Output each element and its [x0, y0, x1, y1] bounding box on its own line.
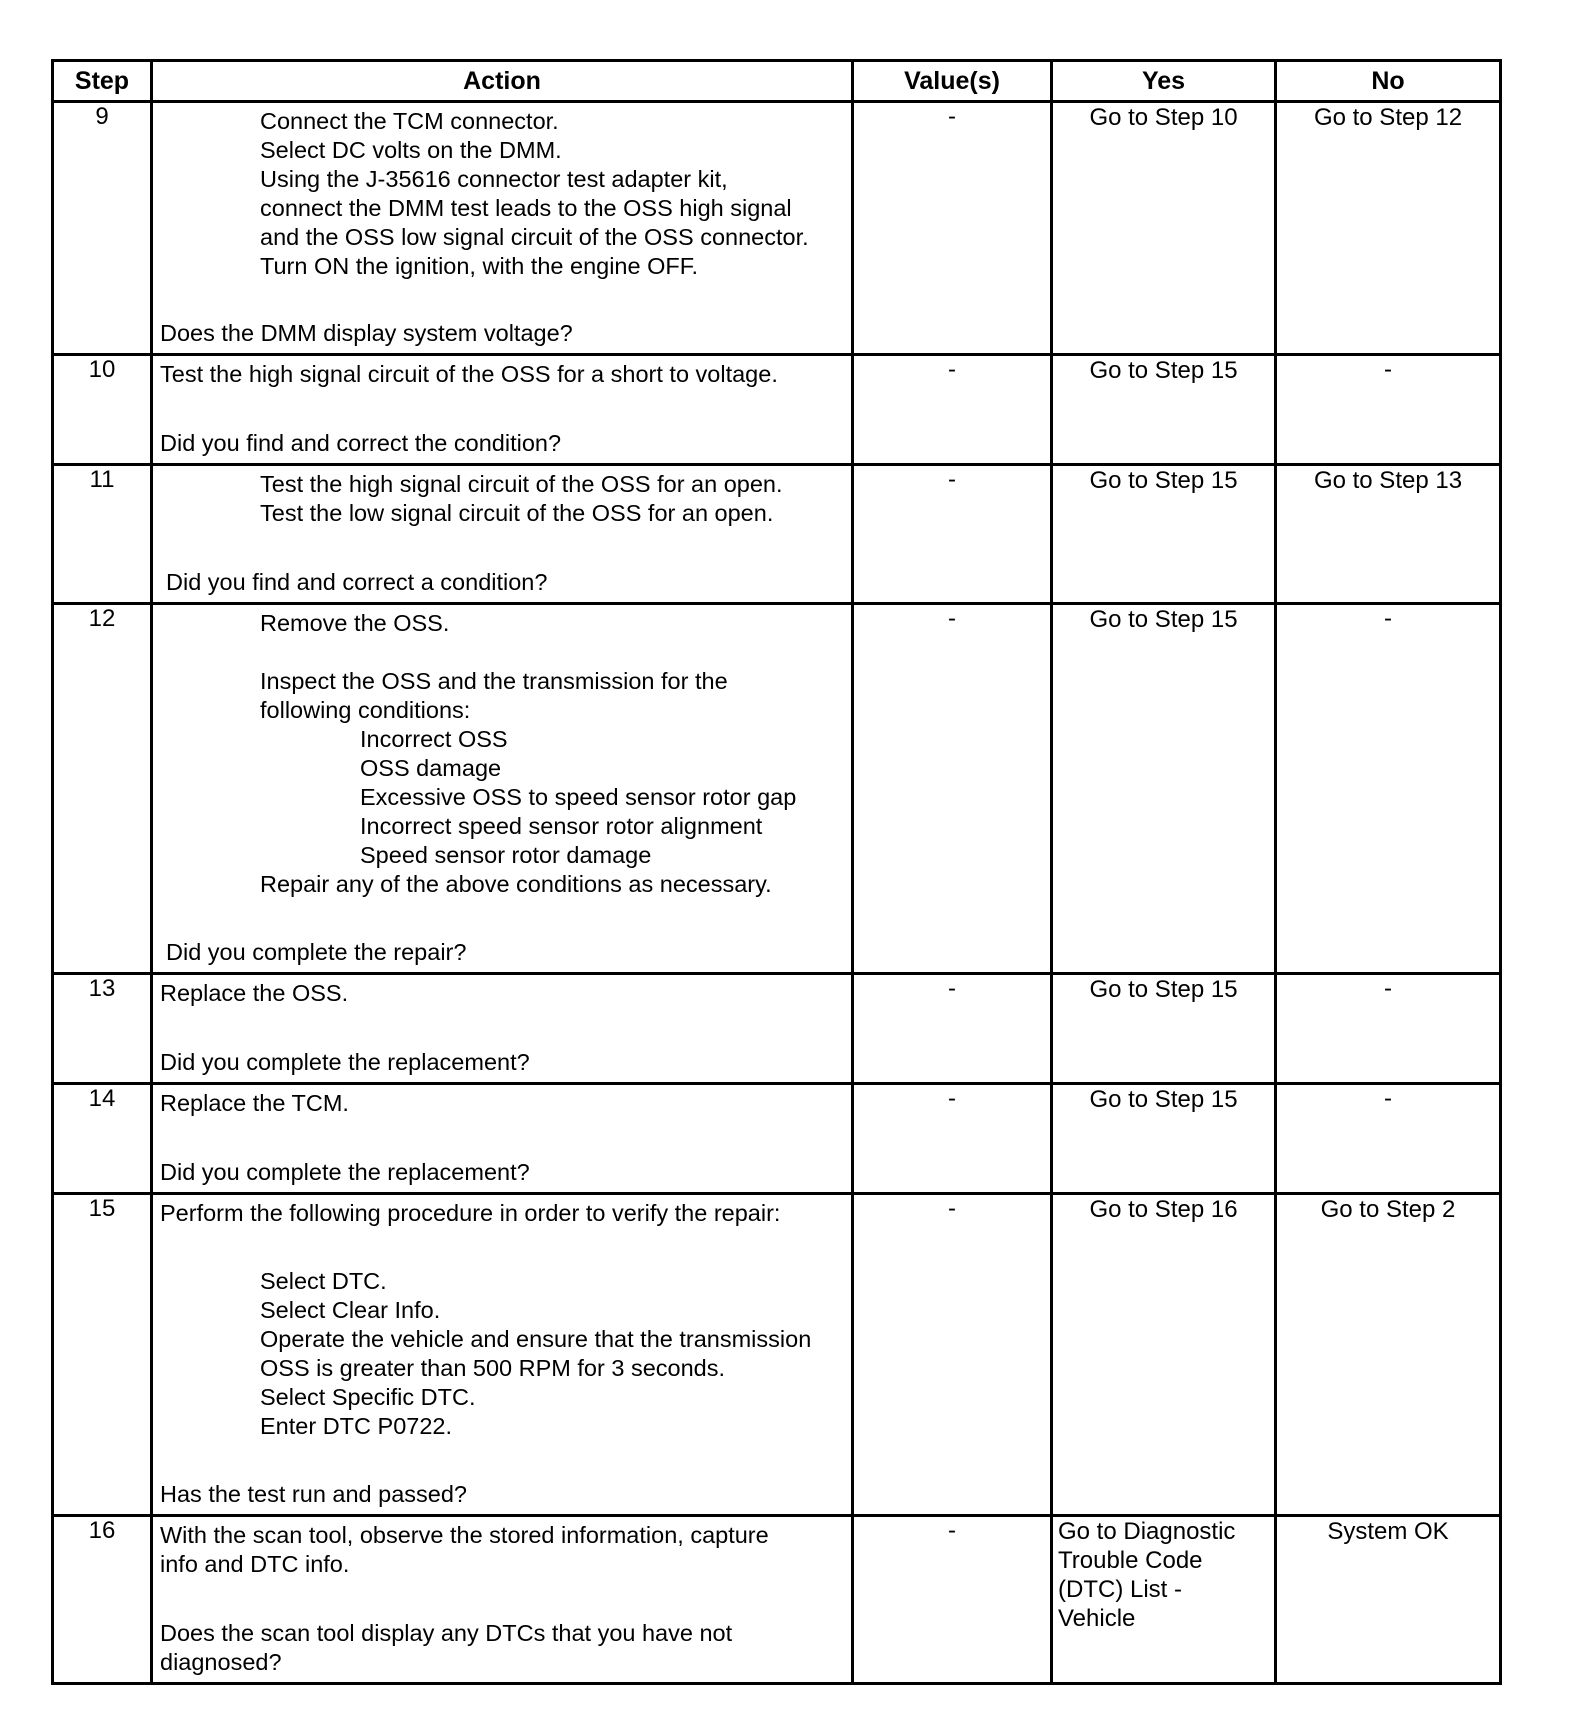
- action-line: Connect the TCM connector.: [260, 108, 559, 134]
- action-line: connect the DMM test leads to the OSS high signal: [260, 195, 792, 221]
- no-answer: Go to Step 2: [1320, 1196, 1456, 1223]
- value-cell: -: [853, 974, 1052, 1084]
- yes-answer-line: Vehicle: [1058, 1605, 1136, 1632]
- table-row: [53, 604, 1501, 974]
- action-line: Perform the following procedure in order to verify the repair:: [160, 1200, 781, 1226]
- action-line: Test the high signal circuit of the OSS for an open.: [260, 471, 783, 497]
- header-values: Value(s): [853, 61, 1052, 102]
- action-line: Select DTC.: [260, 1268, 387, 1294]
- action-line: Test the low signal circuit of the OSS for an open.: [260, 500, 774, 526]
- action-line: Using the J-35616 connector test adapter kit,: [260, 166, 728, 192]
- action-cell: [152, 1516, 853, 1684]
- action-question: Did you complete the repair?: [166, 939, 467, 965]
- yes-answer-line: Trouble Code: [1058, 1547, 1203, 1574]
- header-no: No: [1276, 61, 1501, 102]
- action-line: Select Clear Info.: [260, 1297, 441, 1323]
- action-question: Did you complete the replacement?: [160, 1049, 530, 1075]
- no-answer: Go to Step 12: [1313, 104, 1463, 131]
- step-number: 11: [53, 465, 152, 604]
- value-cell: -: [853, 1194, 1052, 1516]
- value-cell: -: [853, 1516, 1052, 1684]
- header-row: [53, 61, 1501, 102]
- table-row: [53, 1516, 1501, 1684]
- no-answer: System OK: [1327, 1518, 1449, 1545]
- action-cell: [152, 1194, 853, 1516]
- no-cell: -: [1276, 974, 1501, 1084]
- yes-answer: Go to Step 15: [1089, 976, 1238, 1003]
- yes-cell: [1052, 974, 1276, 1084]
- yes-answer: [1053, 1517, 1274, 1635]
- no-cell: [1276, 465, 1501, 604]
- no-cell: [1276, 1516, 1501, 1684]
- action-cell: [152, 974, 853, 1084]
- value-cell: -: [853, 1084, 1052, 1194]
- yes-answer: Go to Step 15: [1089, 1086, 1238, 1113]
- yes-cell: [1052, 1516, 1276, 1684]
- table-row: [53, 102, 1501, 355]
- action-line: Replace the OSS.: [160, 980, 349, 1006]
- yes-answer: Go to Step 15: [1089, 606, 1238, 633]
- yes-answer: Go to Step 10: [1089, 104, 1238, 131]
- action-cell: [152, 355, 853, 465]
- yes-cell: [1052, 604, 1276, 974]
- question-line: Does the scan tool display any DTCs that you have not: [160, 1620, 733, 1646]
- action-cell: [152, 1084, 853, 1194]
- action-line: Operate the vehicle and ensure that the transmission: [260, 1326, 812, 1352]
- yes-cell: [1052, 465, 1276, 604]
- action-question: Does the DMM display system voltage?: [160, 320, 573, 346]
- action-line: Enter DTC P0722.: [260, 1413, 453, 1439]
- action-line: Turn ON the ignition, with the engine OFF.: [260, 253, 699, 279]
- action-line: info and DTC info.: [160, 1551, 350, 1577]
- yes-answer-line: (DTC) List -: [1058, 1576, 1182, 1603]
- action-line: Replace the TCM.: [160, 1090, 349, 1116]
- action-cell: [152, 102, 853, 355]
- action-line: Speed sensor rotor damage: [360, 842, 652, 868]
- value-cell: -: [853, 604, 1052, 974]
- step-number: 10: [53, 355, 152, 465]
- action-line: following conditions:: [260, 697, 471, 723]
- yes-answer: Go to Step 15: [1089, 467, 1238, 494]
- action-line: Remove the OSS.: [260, 610, 450, 636]
- no-cell: -: [1276, 604, 1501, 974]
- table-row: [53, 355, 1501, 465]
- yes-cell: [1052, 102, 1276, 355]
- step-number: 9: [53, 102, 152, 355]
- action-line: OSS damage: [360, 755, 502, 781]
- action-question: Has the test run and passed?: [160, 1481, 468, 1507]
- action-line: Incorrect OSS: [360, 726, 508, 752]
- action-line: OSS is greater than 500 RPM for 3 seconds.: [260, 1355, 726, 1381]
- action-line: and the OSS low signal circuit of the OSS connector.: [260, 224, 809, 250]
- action-question: [160, 1619, 732, 1677]
- step-number: 14: [53, 1084, 152, 1194]
- value-cell: -: [853, 102, 1052, 355]
- value-cell: -: [853, 465, 1052, 604]
- action-line: Select DC volts on the DMM.: [260, 137, 562, 163]
- question-line: diagnosed?: [160, 1649, 282, 1675]
- action-cell: [152, 465, 853, 604]
- step-number: 15: [53, 1194, 152, 1516]
- header-action: Action: [152, 61, 853, 102]
- action-line: Inspect the OSS and the transmission for the: [260, 668, 728, 694]
- action-question: Did you find and correct the condition?: [160, 430, 562, 456]
- no-cell: -: [1276, 1084, 1501, 1194]
- action-line: With the scan tool, observe the stored information, capture: [160, 1522, 769, 1548]
- action-line: Select Specific DTC.: [260, 1384, 476, 1410]
- action-line: Incorrect speed sensor rotor alignment: [360, 813, 763, 839]
- yes-cell: [1052, 355, 1276, 465]
- diagnostic-table: [51, 59, 1502, 1685]
- value-cell: -: [853, 355, 1052, 465]
- yes-cell: [1052, 1084, 1276, 1194]
- table-row: [53, 465, 1501, 604]
- action-line: Excessive OSS to speed sensor rotor gap: [360, 784, 797, 810]
- action-line: Repair any of the above conditions as necessary.: [260, 871, 772, 897]
- table-row: [53, 1194, 1501, 1516]
- step-number: 13: [53, 974, 152, 1084]
- step-number: 12: [53, 604, 152, 974]
- header-yes: Yes: [1052, 61, 1276, 102]
- yes-answer-line: Go to Diagnostic: [1058, 1518, 1236, 1545]
- yes-answer: Go to Step 16: [1089, 1196, 1238, 1223]
- no-cell: [1276, 1194, 1501, 1516]
- action-question: Did you find and correct a condition?: [166, 569, 548, 595]
- action-cell: [152, 604, 853, 974]
- yes-cell: [1052, 1194, 1276, 1516]
- action-question: Did you complete the replacement?: [160, 1159, 530, 1185]
- no-cell: [1276, 102, 1501, 355]
- header-step: Step: [53, 61, 152, 102]
- no-answer: Go to Step 13: [1313, 467, 1463, 494]
- table-row: [53, 974, 1501, 1084]
- action-line: Test the high signal circuit of the OSS for a short to voltage.: [160, 361, 778, 387]
- table-row: [53, 1084, 1501, 1194]
- yes-answer: Go to Step 15: [1089, 357, 1238, 384]
- step-number: 16: [53, 1516, 152, 1684]
- no-cell: -: [1276, 355, 1501, 465]
